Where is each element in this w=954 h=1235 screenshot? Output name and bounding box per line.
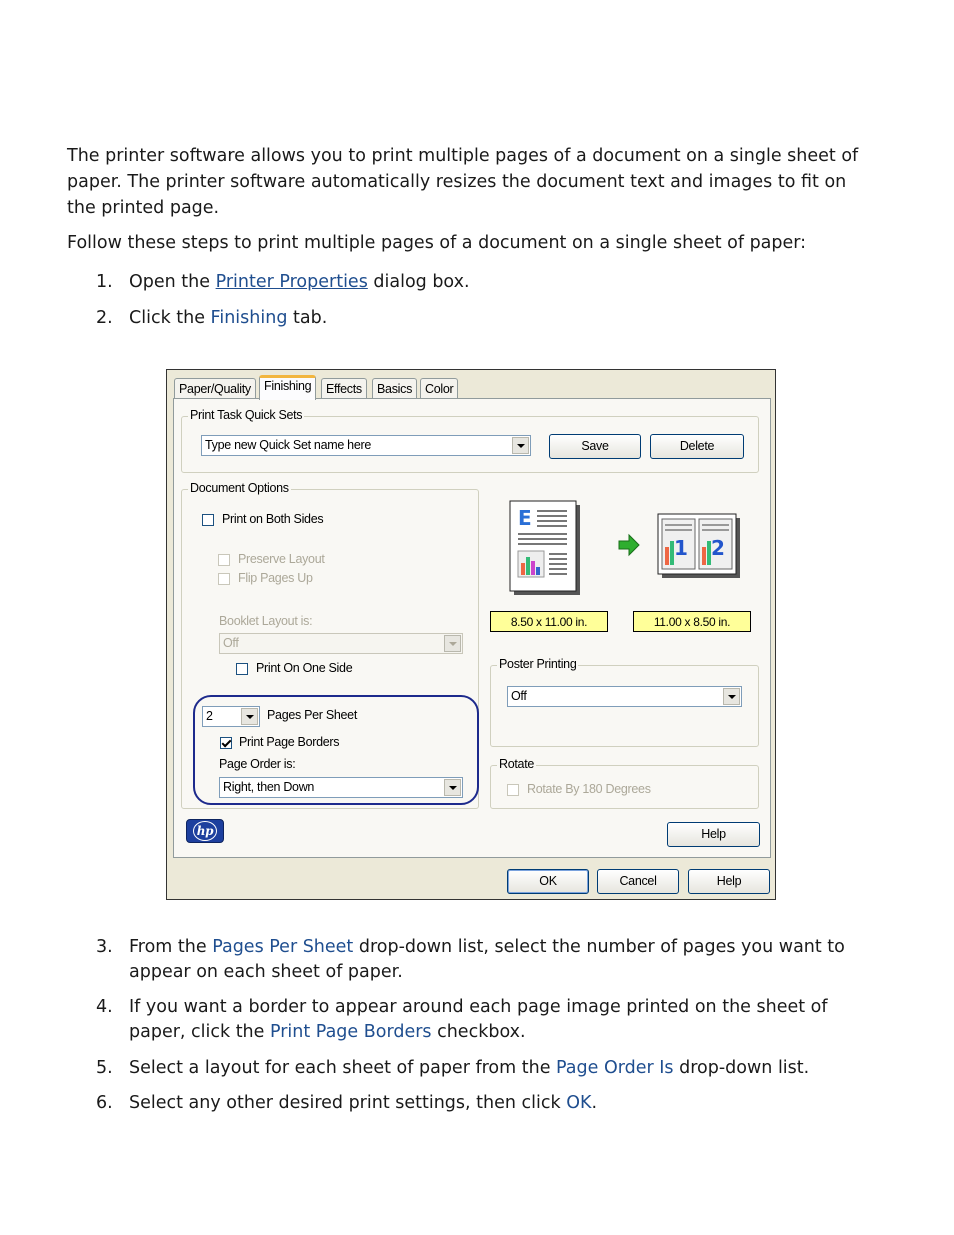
rotate-title: Rotate xyxy=(499,757,535,771)
step-text: Select a layout for each sheet of paper from the xyxy=(129,1058,557,1078)
tab-basics[interactable]: Basics xyxy=(372,378,417,399)
cancel-button[interactable]: Cancel xyxy=(597,869,679,894)
help-button-inner[interactable]: Help xyxy=(667,822,760,847)
step-text: drop-down list, select the number of pages you want to appear on each sheet of paper. xyxy=(129,937,845,982)
tab-effects[interactable]: Effects xyxy=(321,378,367,399)
printer-properties-link[interactable]: Printer Properties xyxy=(215,272,368,292)
page-order-label: Page Order is: xyxy=(219,757,296,771)
mini-page-1: 1 xyxy=(674,536,688,560)
portrait-size-label: 8.50 x 11.00 in. xyxy=(490,611,608,632)
step-text: dialog box. xyxy=(367,272,470,292)
step-text: Select any other desired print settings, then click xyxy=(129,1093,567,1113)
finishing-term: Finishing xyxy=(210,308,288,328)
booklet-layout-label: Booklet Layout is: xyxy=(219,614,313,628)
step-text: . xyxy=(591,1093,598,1113)
step-number: 2. xyxy=(96,308,113,328)
preserve-layout-checkbox[interactable] xyxy=(218,554,230,566)
intro-paragraph-2: Follow these steps to print multiple pages of a document on a single sheet of paper: xyxy=(67,233,807,253)
finishing-panel xyxy=(173,398,771,858)
layout-preview-image xyxy=(504,499,764,604)
save-button[interactable]: Save xyxy=(549,434,641,459)
chevron-down-icon[interactable] xyxy=(444,635,461,652)
step-number: 1. xyxy=(96,272,113,292)
delete-button[interactable]: Delete xyxy=(650,434,744,459)
print-page-borders-checkbox[interactable] xyxy=(220,737,232,749)
print-page-borders-label: Print Page Borders xyxy=(239,735,340,749)
arrow-right-icon xyxy=(619,535,639,555)
poster-printing-combo[interactable] xyxy=(507,686,742,707)
chevron-down-icon[interactable] xyxy=(723,688,740,705)
page-order-value: Right, then Down xyxy=(223,780,315,794)
pages-per-sheet-term: Pages Per Sheet xyxy=(212,937,354,957)
step-number: 3. xyxy=(96,937,113,957)
step-text: tab. xyxy=(287,308,328,328)
quick-set-name-value: Type new Quick Set name here xyxy=(205,438,371,452)
preserve-layout-label: Preserve Layout xyxy=(238,552,325,566)
pages-per-sheet-value: 2 xyxy=(206,709,213,723)
step-text: checkbox. xyxy=(431,1022,526,1042)
step-text: From the xyxy=(129,937,213,957)
print-page-borders-term: Print Page Borders xyxy=(269,1022,432,1042)
step-number: 4. xyxy=(96,997,113,1017)
step-number: 6. xyxy=(96,1093,113,1113)
ok-term: OK xyxy=(566,1093,592,1113)
hp-logo-text: hp xyxy=(193,821,217,841)
tab-color[interactable]: Color xyxy=(420,378,458,399)
quick-set-name-combo[interactable] xyxy=(201,435,531,456)
page-order-is-term: Page Order Is xyxy=(556,1058,674,1078)
chevron-down-icon[interactable] xyxy=(444,779,461,796)
step-text: Click the xyxy=(129,308,211,328)
intro-paragraph-1: The printer software allows you to print multiple pages of a document on a single sheet of paper. The printer software automatically resizes the document text and images to fit on the printed page. xyxy=(67,146,859,218)
tab-paper-quality[interactable]: Paper/Quality xyxy=(174,378,256,399)
poster-printing-title: Poster Printing xyxy=(499,657,577,671)
both-sides-label: Print on Both Sides xyxy=(222,512,324,526)
hp-logo xyxy=(186,819,224,843)
print-one-side-label: Print On One Side xyxy=(256,661,353,675)
chevron-down-icon[interactable] xyxy=(241,708,258,725)
quick-sets-title: Print Task Quick Sets xyxy=(190,408,303,422)
step-text: Open the xyxy=(129,272,216,292)
step-text: If you want a border to appear around each page image printed on the sheet of paper, click the xyxy=(129,997,828,1042)
rotate-180-label: Rotate By 180 Degrees xyxy=(527,782,651,796)
rotate-180-checkbox[interactable] xyxy=(507,784,519,796)
landscape-size-label: 11.00 x 8.50 in. xyxy=(633,611,751,632)
booklet-layout-value: Off xyxy=(223,636,239,650)
chevron-down-icon[interactable] xyxy=(512,437,529,454)
step-text: drop-down list. xyxy=(673,1058,810,1078)
ok-button[interactable]: OK xyxy=(507,869,589,894)
page-order-combo[interactable] xyxy=(219,777,463,798)
poster-printing-value: Off xyxy=(511,689,527,703)
document-options-title: Document Options xyxy=(190,481,289,495)
booklet-layout-combo[interactable] xyxy=(219,633,463,654)
pages-per-sheet-combo[interactable] xyxy=(202,706,260,727)
printer-properties-dialog xyxy=(166,369,776,900)
both-sides-checkbox[interactable] xyxy=(202,514,214,526)
page-letter: E xyxy=(518,506,532,530)
step-number: 5. xyxy=(96,1058,113,1078)
print-one-side-checkbox[interactable] xyxy=(236,663,248,675)
mini-page-2: 2 xyxy=(711,536,725,560)
pages-per-sheet-label: Pages Per Sheet xyxy=(267,708,358,722)
flip-pages-up-checkbox[interactable] xyxy=(218,573,230,585)
help-button[interactable]: Help xyxy=(688,869,770,894)
flip-pages-up-label: Flip Pages Up xyxy=(238,571,313,585)
tab-finishing[interactable]: Finishing xyxy=(259,375,316,400)
